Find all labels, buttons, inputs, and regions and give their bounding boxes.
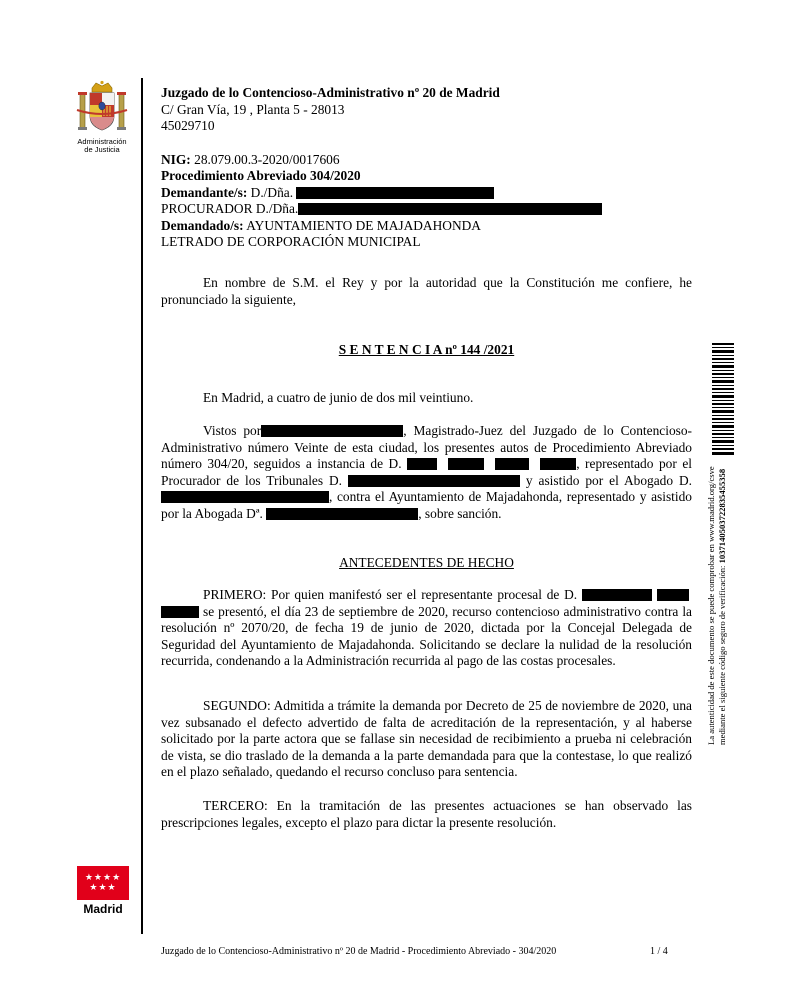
barcode <box>712 343 734 455</box>
margin-rule <box>141 78 143 934</box>
tercero-paragraph <box>161 798 692 831</box>
header-block <box>161 85 701 251</box>
redaction <box>161 491 329 503</box>
demandante-label: Demandante/s: <box>161 184 248 200</box>
nig-line <box>161 152 701 169</box>
vistos-text-4: y asistido por el Abogado D. <box>525 472 693 488</box>
nig-label: NIG: <box>161 151 191 167</box>
segundo-text: SEGUNDO: Admitida a trámite la demanda por Decreto de 25 de noviembre de 2020, una vez subsanado el defecto advertido de falta de acreditación de la representación, y al haberse solicitado por la parte actora que se fallase sin necesidad de recibimiento a prueba ni celebración de vista, se dio traslado de la demanda a la parte demandada para que la contestase, lo que realizó en el plazo señalado, quedando el recurso concluso para sentencia. <box>161 698 692 779</box>
nig-value: 28.079.00.3-2020/0017606 <box>194 151 340 167</box>
redaction <box>540 458 576 470</box>
redaction <box>261 425 403 437</box>
madrid-label: Madrid <box>83 902 123 916</box>
demandado-value: AYUNTAMIENTO DE MAJADAHONDA <box>246 217 481 233</box>
demandado-line <box>161 218 701 235</box>
primero-paragraph <box>161 587 692 670</box>
redaction <box>296 187 494 199</box>
verification-line-2 <box>717 445 728 745</box>
tercero-text: TERCERO: En la tramitación de las presentes actuaciones se han observado las prescripciones legales, excepto el plazo para dictar la presente resolución. <box>161 798 692 830</box>
redaction <box>348 475 520 487</box>
redaction <box>266 508 418 520</box>
coat-of-arms-logo <box>74 80 130 154</box>
redaction <box>298 203 602 215</box>
demandado-label: Demandado/s: <box>161 217 244 233</box>
redaction <box>657 589 689 601</box>
demandante-value: D./Dña. <box>250 184 294 200</box>
redaction <box>582 589 652 601</box>
vistos-text-2: , Magistrado-Juez del Juzgado de lo Contencioso-Administrativo número Veinte de esta ciudad, los presentes autos de Procedimiento Abreviado número 304/20, seguidos a instancia de D. <box>161 423 693 471</box>
intro-text: En nombre de S.M. el Rey y por la autoridad que la Constitución me confiere, he pronunciado la siguiente, <box>161 275 692 307</box>
procurador-label: PROCURADOR D./Dña. <box>161 201 299 216</box>
vistos-text-5: , contra el Ayuntamiento de Majadahonda, representado y asistido por la Abogada Dª. <box>161 489 692 521</box>
page-footer: Juzgado de lo Contencioso-Administrativo nº 20 de Madrid - Procedimiento Abreviado - 304/2020 <box>161 946 557 957</box>
vistos-paragraph <box>161 423 692 522</box>
sentence-title: S E N T E N C I A nº 144 /2021 <box>338 342 515 357</box>
segundo-paragraph <box>161 698 692 781</box>
madrid-stars-icon: ★★★★ ★★★ <box>77 866 129 900</box>
date-text: En Madrid, a cuatro de junio de dos mil veintiuno. <box>203 390 474 405</box>
redaction <box>448 458 484 470</box>
procurador-line <box>161 201 701 218</box>
court-code: 45029710 <box>161 118 215 133</box>
coat-of-arms-icon <box>74 80 130 138</box>
redaction <box>495 458 529 470</box>
redaction <box>161 606 199 618</box>
vistos-text-1: Vistos por <box>203 423 262 438</box>
court-address: C/ Gran Vía, 19 , Planta 5 - 28013 <box>161 101 345 117</box>
antecedentes-title: ANTECEDENTES DE HECHO <box>339 555 514 570</box>
date-paragraph <box>161 390 692 407</box>
intro-paragraph <box>161 275 692 308</box>
vistos-text-3: , representado por el Procurador de los Tribunales D. <box>161 456 692 488</box>
verification-line-1: La autenticidad de este documento se puede comprobar en www.madrid.org/csve <box>706 466 716 745</box>
logo-text-line1: Administración <box>77 137 127 146</box>
demandante-line <box>161 185 701 202</box>
primero-text-1: PRIMERO: Por quien manifestó ser el representante procesal de D. <box>203 587 578 602</box>
page-number: 1 / 4 <box>650 946 668 957</box>
court-name: Juzgado de lo Contencioso-Administrativo nº 20 de Madrid <box>161 85 500 100</box>
verification-prefix: mediante el siguiente código seguro de verificación: <box>717 565 727 745</box>
letrado-line: LETRADO DE CORPORACIÓN MUNICIPAL <box>161 234 421 249</box>
verification-text <box>706 445 728 745</box>
logo-text-line2: de Justicia <box>84 145 120 154</box>
primero-text-2: se presentó, el día 23 de septiembre de 2020, recurso contencioso administrativo contra la resolución nº 2070/20, de fecha 19 de junio de 2020, dictada por la Concejal Delegada de Seguridad del Ayuntamiento de Majadahonda. Solicitando se declare la nulidad de la resolución recurrida, condenando a la Administración recurrida al pago de las costas procesales. <box>161 603 692 668</box>
redaction <box>407 458 437 470</box>
procedure-line: Procedimiento Abreviado 304/2020 <box>161 168 361 183</box>
verification-code: 1037140503722835455358 <box>717 468 727 564</box>
madrid-logo <box>77 866 129 922</box>
vistos-text-6: , sobre sanción. <box>418 505 502 521</box>
